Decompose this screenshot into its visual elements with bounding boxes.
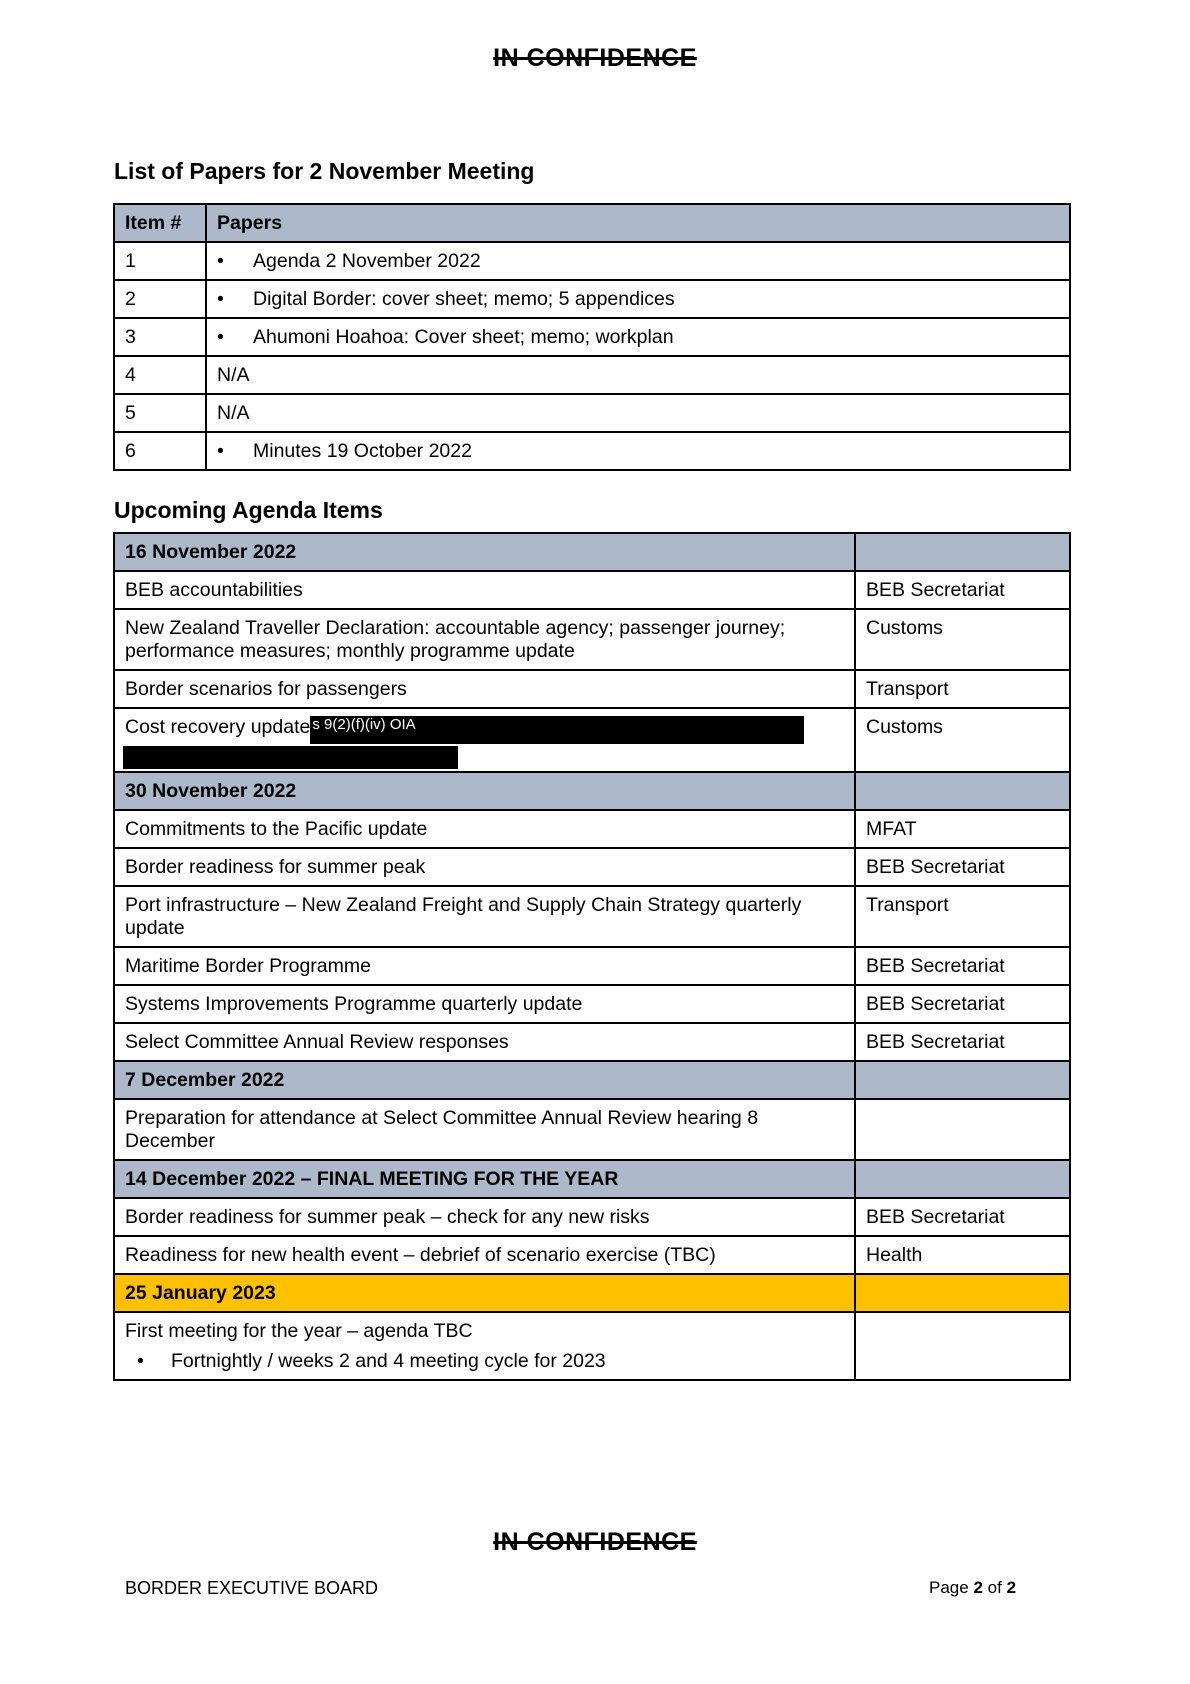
classification-header <box>0 44 1190 73</box>
papers-header-row <box>114 204 1070 242</box>
paper-cell <box>206 356 1070 394</box>
page-total: 2 <box>1006 1578 1017 1597</box>
item-number: 4 <box>114 356 206 394</box>
bullet: • <box>217 326 224 348</box>
table-row <box>114 356 1070 394</box>
agenda-item-text: Cost recovery update <box>125 716 311 738</box>
redaction-bar <box>123 746 458 769</box>
agenda-item-redacted <box>114 708 855 772</box>
page-number <box>929 1578 1016 1598</box>
paper-text: Digital Border: cover sheet; memo; 5 appendices <box>253 288 675 310</box>
agenda-owner: Customs <box>855 708 1070 772</box>
agenda-date: 7 December 2022 <box>114 1061 855 1099</box>
agenda-date-owner <box>855 1061 1070 1099</box>
table-row <box>114 810 1070 848</box>
paper-text: Ahumoni Hoahoa: Cover sheet; memo; workplan <box>253 326 674 348</box>
agenda-owner: MFAT <box>855 810 1070 848</box>
agenda-date-owner <box>855 1274 1070 1312</box>
item-number: 1 <box>114 242 206 280</box>
table-row <box>114 985 1070 1023</box>
agenda-owner: BEB Secretariat <box>855 1023 1070 1061</box>
agenda-owner <box>855 1312 1070 1380</box>
agenda-sub-item-text: Fortnightly / weeks 2 and 4 meeting cycle for 2023 <box>171 1350 606 1372</box>
agenda-item: BEB accountabilities <box>114 571 855 609</box>
bullet: • <box>217 440 224 462</box>
agenda-item: Maritime Border Programme <box>114 947 855 985</box>
paper-cell <box>206 432 1070 470</box>
agenda-date: 30 November 2022 <box>114 772 855 810</box>
bullet: • <box>217 288 224 310</box>
table-row <box>114 947 1070 985</box>
agenda-owner: BEB Secretariat <box>855 947 1070 985</box>
footer-organisation: BORDER EXECUTIVE BOARD <box>125 1578 379 1598</box>
agenda-date-row <box>114 772 1070 810</box>
agenda-item: Border scenarios for passengers <box>114 670 855 708</box>
agenda-date-row <box>114 1160 1070 1198</box>
item-number: 5 <box>114 394 206 432</box>
classification-footer-text: IN CONFIDENCE <box>493 1528 697 1556</box>
agenda-item-text: First meeting for the year – agenda TBC <box>125 1320 473 1342</box>
paper-text: Minutes 19 October 2022 <box>253 440 472 462</box>
agenda-owner: BEB Secretariat <box>855 571 1070 609</box>
agenda-owner <box>855 1099 1070 1160</box>
table-row <box>114 394 1070 432</box>
table-row <box>114 432 1070 470</box>
item-number: 2 <box>114 280 206 318</box>
agenda-owner: Transport <box>855 886 1070 947</box>
agenda-date: 14 December 2022 – FINAL MEETING FOR THE YEAR <box>114 1160 855 1198</box>
table-row <box>114 318 1070 356</box>
paper-cell <box>206 394 1070 432</box>
page-of: of <box>987 1578 1002 1597</box>
papers-table <box>113 203 1071 471</box>
paper-cell <box>206 280 1070 318</box>
agenda-owner: Transport <box>855 670 1070 708</box>
page-current: 2 <box>973 1578 983 1597</box>
table-row <box>114 242 1070 280</box>
agenda-date-row <box>114 1061 1070 1099</box>
agenda-item: Border readiness for summer peak <box>114 848 855 886</box>
agenda-item: Readiness for new health event – debrief of scenario exercise (TBC) <box>114 1236 855 1274</box>
agenda-date-owner <box>855 1160 1070 1198</box>
agenda-table <box>113 532 1071 1381</box>
page-prefix: Page <box>929 1578 969 1597</box>
paper-cell <box>206 318 1070 356</box>
item-number: 6 <box>114 432 206 470</box>
agenda-date: 16 November 2022 <box>114 533 855 571</box>
table-row <box>114 609 1070 670</box>
agenda-item: New Zealand Traveller Declaration: accountable agency; passenger journey; performance measures; monthly programme update <box>114 609 855 670</box>
papers-heading: List of Papers for 2 November Meeting <box>114 158 535 184</box>
paper-text: Agenda 2 November 2022 <box>253 250 481 272</box>
paper-cell <box>206 242 1070 280</box>
bullet: • <box>137 1350 144 1372</box>
paper-text: N/A <box>217 402 250 424</box>
table-row <box>114 886 1070 947</box>
agenda-date-row-highlighted <box>114 1274 1070 1312</box>
table-row <box>114 1312 1070 1380</box>
agenda-owner: BEB Secretariat <box>855 1198 1070 1236</box>
bullet: • <box>217 250 224 272</box>
agenda-owner: BEB Secretariat <box>855 985 1070 1023</box>
agenda-sub-item <box>125 1350 844 1373</box>
agenda-heading: Upcoming Agenda Items <box>114 497 383 523</box>
table-row <box>114 848 1070 886</box>
table-row <box>114 280 1070 318</box>
redaction-block: s 9(2)(f)(iv) OIA <box>310 716 804 744</box>
table-row <box>114 670 1070 708</box>
agenda-date-row <box>114 533 1070 571</box>
item-number: 3 <box>114 318 206 356</box>
agenda-owner: Health <box>855 1236 1070 1274</box>
table-row <box>114 571 1070 609</box>
agenda-date-owner <box>855 533 1070 571</box>
classification-header-text: IN CONFIDENCE <box>493 44 697 72</box>
agenda-item: Systems Improvements Programme quarterly update <box>114 985 855 1023</box>
agenda-owner: BEB Secretariat <box>855 848 1070 886</box>
col-header-papers: Papers <box>206 204 1070 242</box>
table-row <box>114 708 1070 772</box>
agenda-item: Border readiness for summer peak – check for any new risks <box>114 1198 855 1236</box>
agenda-date: 25 January 2023 <box>114 1274 855 1312</box>
agenda-item <box>114 1312 855 1380</box>
agenda-item: Preparation for attendance at Select Committee Annual Review hearing 8 December <box>114 1099 855 1160</box>
agenda-owner: Customs <box>855 609 1070 670</box>
table-row <box>114 1023 1070 1061</box>
table-row <box>114 1236 1070 1274</box>
table-row <box>114 1099 1070 1160</box>
paper-text: N/A <box>217 364 250 386</box>
agenda-item: Port infrastructure – New Zealand Freight and Supply Chain Strategy quarterly update <box>114 886 855 947</box>
agenda-item: Select Committee Annual Review responses <box>114 1023 855 1061</box>
agenda-date-owner <box>855 772 1070 810</box>
classification-footer <box>0 1528 1190 1557</box>
table-row <box>114 1198 1070 1236</box>
agenda-item: Commitments to the Pacific update <box>114 810 855 848</box>
col-header-item: Item # <box>114 204 206 242</box>
